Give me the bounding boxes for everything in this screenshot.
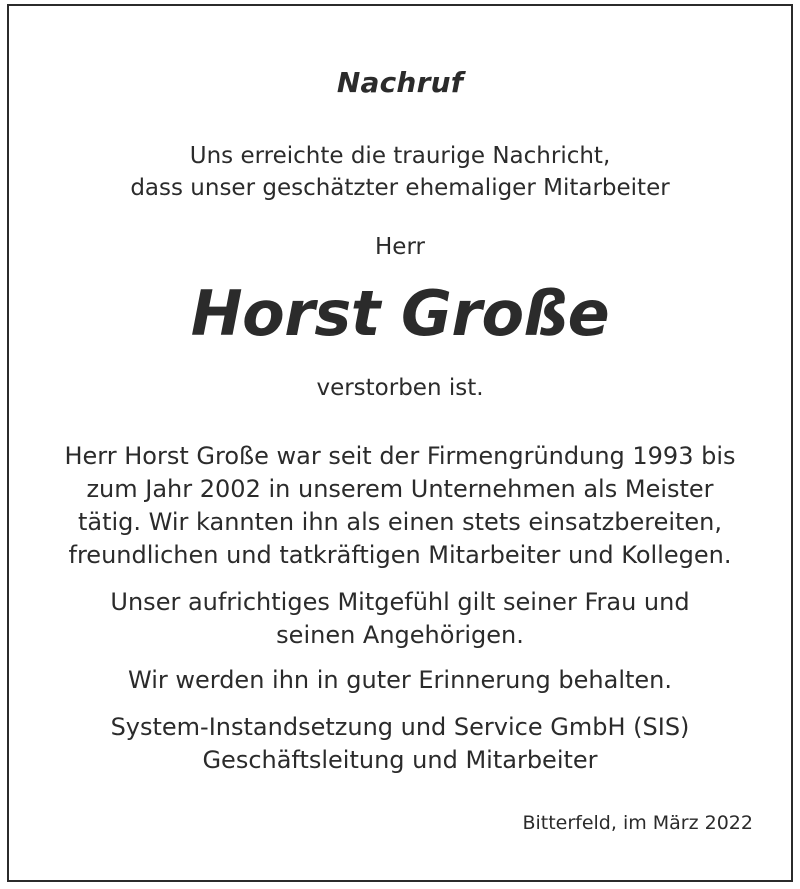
company-staff: Geschäftsleitung und Mitarbeiter xyxy=(202,746,598,774)
place-date: Bitterfeld, im März 2022 xyxy=(522,812,753,834)
company-signature xyxy=(9,711,791,777)
deceased-name: Horst Große xyxy=(190,277,610,350)
sympathy-text xyxy=(9,586,791,652)
career-line: Herr Horst Große war seit der Firmengründung 1993 bis xyxy=(64,442,736,470)
notice-heading: Nachruf xyxy=(336,66,464,99)
deceased-text: verstorben ist. xyxy=(316,375,484,401)
obituary-notice xyxy=(7,4,793,882)
career-text xyxy=(9,440,791,572)
company-name: System-Instandsetzung und Service GmbH (SIS) xyxy=(110,713,690,741)
salutation: Herr xyxy=(375,234,425,260)
career-line: zum Jahr 2002 in unserem Unternehmen als Meister xyxy=(86,475,714,503)
sympathy-line: seinen Angehörigen. xyxy=(276,621,524,649)
career-line: freundlichen und tatkräftigen Mitarbeiter und Kollegen. xyxy=(68,541,732,569)
sympathy-line: Unser aufrichtiges Mitgefühl gilt seiner Frau und xyxy=(110,588,690,616)
intro-text xyxy=(9,140,791,204)
memory-text: Wir werden ihn in guter Erinnerung behalten. xyxy=(127,666,673,694)
career-line: tätig. Wir kannten ihn als einen stets einsatzbereiten, xyxy=(77,508,723,536)
intro-line: dass unser geschätzter ehemaliger Mitarbeiter xyxy=(130,175,670,201)
intro-line: Uns erreichte die traurige Nachricht, xyxy=(189,143,611,169)
